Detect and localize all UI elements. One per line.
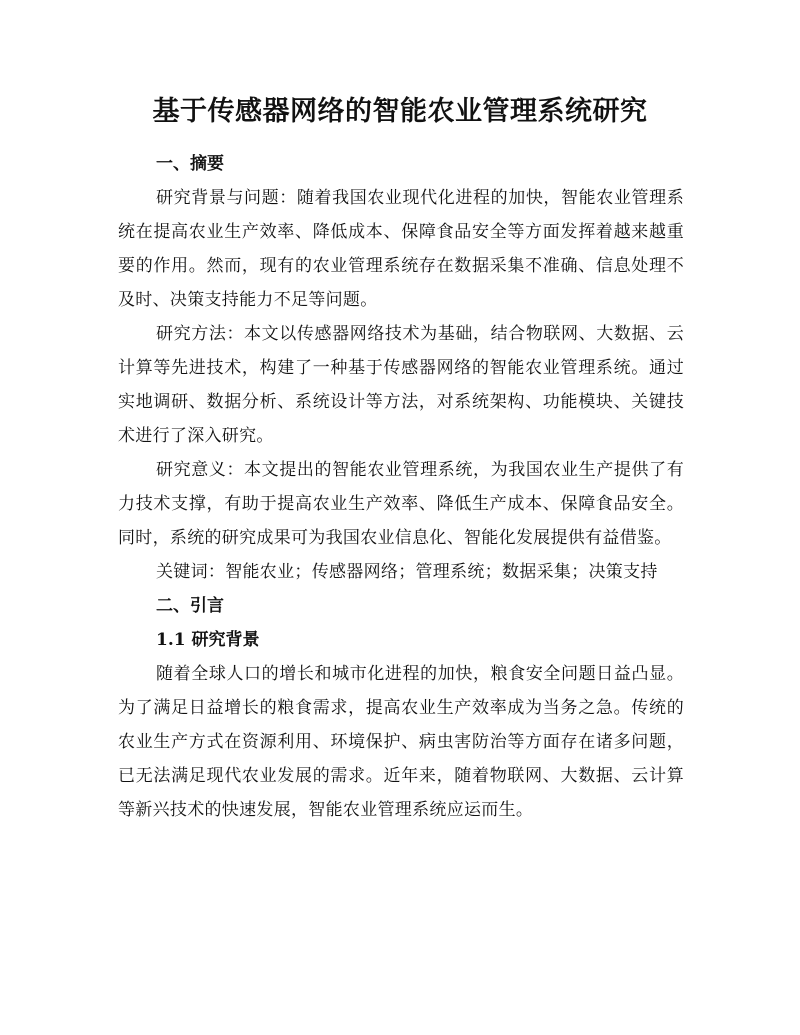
abstract-background-paragraph: 研究背景与问题：随着我国农业现代化进程的加快，智能农业管理系统在提高农业生产效率、降低成本、保障食品安全等方面发挥着越来越重要的作用。然而，现有的农业管理系统存在数据采集不准确、信息处理不及时、决策支持能力不足等问题。	[118, 188, 684, 310]
abstract-method-paragraph: 研究方法：本文以传感器网络技术为基础，结合物联网、大数据、云计算等先进技术，构建了一种基于传感器网络的智能农业管理系统。通过实地调研、数据分析、系统设计等方法，对系统架构、功能模块、关键技术进行了深入研究。	[118, 324, 684, 446]
document-body	[118, 147, 684, 827]
section-heading-abstract: 一、摘要	[156, 154, 224, 174]
introduction-background-paragraph: 随着全球人口的增长和城市化进程的加快，粮食安全问题日益凸显。为了满足日益增长的粮食需求，提高农业生产效率成为当务之急。传统的农业生产方式在资源利用、环境保护、病虫害防治等方面存在诸多问题，已无法满足现代农业发展的需求。近年来，随着物联网、大数据、云计算等新兴技术的快速发展，智能农业管理系统应运而生。	[118, 664, 684, 820]
document-title: 基于传感器网络的智能农业管理系统研究	[152, 96, 648, 127]
subsection-heading-background: 1.1 研究背景	[156, 630, 260, 650]
section-heading-introduction: 二、引言	[156, 596, 224, 616]
abstract-significance-paragraph: 研究意义：本文提出的智能农业管理系统，为我国农业生产提供了有力技术支撑，有助于提高农业生产效率、降低生产成本、保障食品安全。同时，系统的研究成果可为我国农业信息化、智能化发展提供有益借鉴。	[118, 460, 684, 548]
keywords-paragraph: 关键词：智能农业；传感器网络；管理系统；数据采集；决策支持	[156, 562, 658, 582]
